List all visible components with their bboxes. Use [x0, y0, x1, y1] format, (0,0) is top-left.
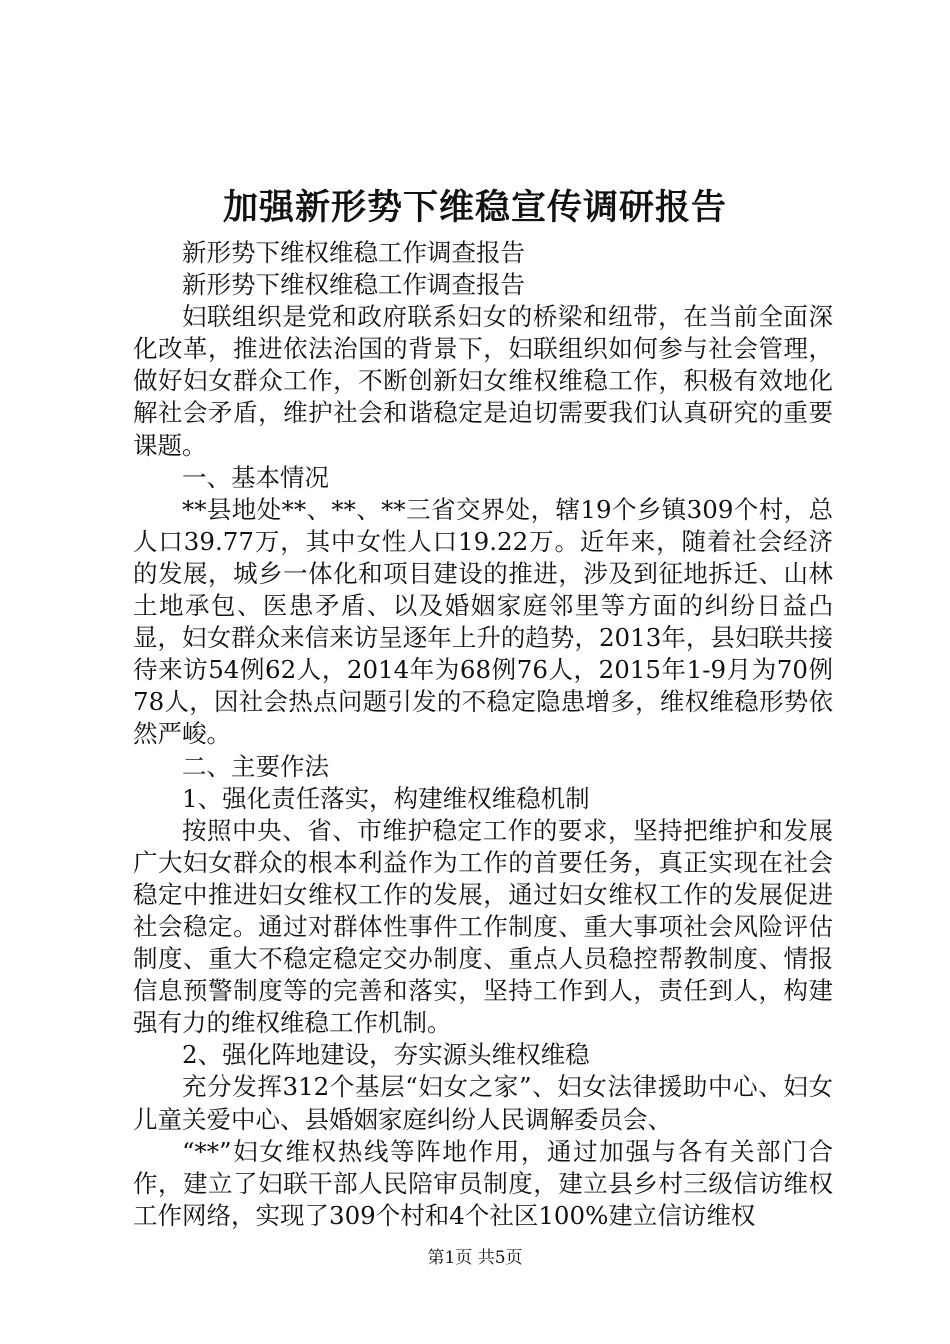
document-title: 加强新形势下维稳宣传调研报告: [222, 187, 727, 228]
platform-paragraph: 充分发挥312个基层“妇女之家”、妇女法律援助中心、妇女儿童关爱中心、县婚姻家庭纠纷人民调解委员会、: [133, 1072, 833, 1134]
page-number: 第1页 共5页: [427, 1248, 523, 1268]
subsection-heading-2: 2、强化阵地建设，夯实源头维权维稳: [182, 1040, 590, 1070]
intro-paragraph: 妇联组织是党和政府联系妇女的桥梁和纽带，在当前全面深化改革，推进依法治国的背景下，妇联组织如何参与社会管理，做好妇女群众工作，不断创新妇女维权维稳工作，积极有效地化解社会矛盾，维护社会和谐稳定是迫切需要我们认真研究的重要课题。: [133, 302, 833, 460]
subtitle-paragraph: 新形势下维权维稳工作调查报告: [182, 238, 525, 267]
subsection-heading-1: 1、强化责任落实，构建维权维稳机制: [182, 783, 590, 813]
hotline-paragraph: “**”妇女维权热线等阵地作用，通过加强与各有关部门合作，建立了妇联干部人民陪审员制度，建立县乡村三级信访维权工作网络，实现了309个村和4个社区100%建立信访维权: [133, 1136, 833, 1230]
subtitle-paragraph: 新形势下维权维稳工作调查报告: [182, 270, 525, 300]
section-heading-methods: 二、主要作法: [182, 751, 329, 781]
section-heading-basic: 一、基本情况: [182, 462, 329, 492]
mechanism-paragraph: 按照中央、省、市维护稳定工作的要求，坚持把维护和发展广大妇女群众的根本利益作为工作的首要任务，真正实现在社会稳定中推进妇女维权工作的发展，通过妇女维权工作的发展促进社会稳定。通过对群体性事件工作制度、重大事项社会风险评估制度、重大不稳定稳定交办制度、重点人员稳控帮教制度、情报信息预警制度等的完善和落实，坚持工作到人，责任到人，构建强有力的维权维稳工作机制。: [133, 815, 833, 1038]
basic-situation-paragraph: **县地处**、**、**三省交界处，辖19个乡镇309个村，总人口39.77万，其中女性人口19.22万。近年来，随着社会经济的发展，城乡一体化和项目建设的推进，涉及到征地拆迁、山林土地承包、医患矛盾、以及婚姻家庭邻里等方面的纠纷日益凸显，妇女群众来信来访呈逐年上升的趋势，2013年，县妇联共接待来访54例62人，2014年为68例76人，2015年1-9月为70例78人，因社会热点问题引发的不稳定隐患增多，维权维稳形势依然严峻。: [133, 494, 833, 749]
document-body: [133, 237, 833, 1232]
